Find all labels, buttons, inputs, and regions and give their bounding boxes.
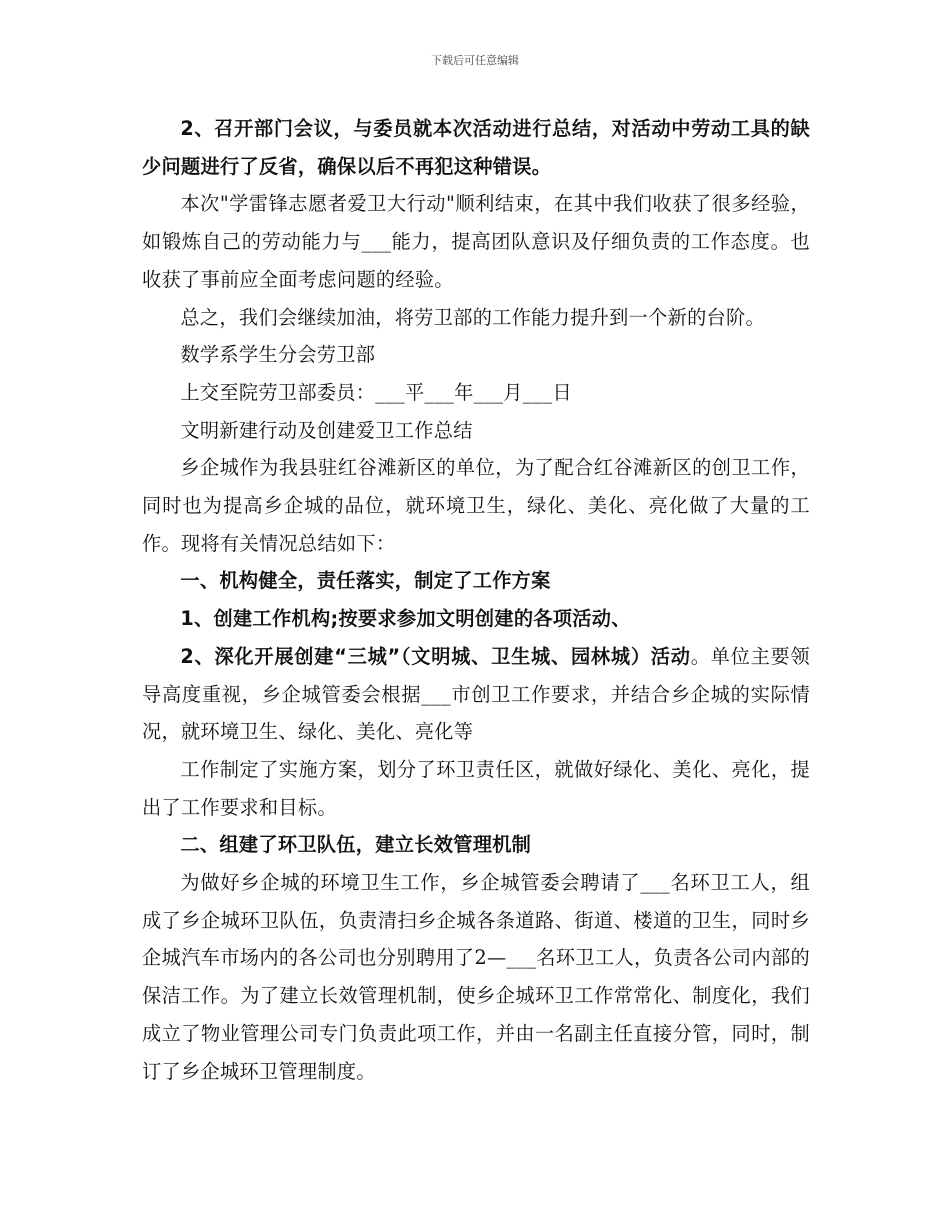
paragraph-plan: 工作制定了实施方案，划分了环卫责任区，就做好绿化、美化、亮化，提出了工作要求和目标。 <box>142 757 810 819</box>
submission-date-line: 上交至院劳卫部委员：___平___年___月___日 <box>180 380 572 404</box>
list-item-2-text: 。单位主要领导高度重视，乡企城管委会根据___市创卫工作要求，并结合乡企城的实际情况，就环境卫生、绿化、美化、亮化等 <box>142 644 810 744</box>
list-item-1: 1、创建工作机构;按要求参加文明创建的各项活动、 <box>180 607 631 631</box>
document-body <box>142 110 810 1090</box>
list-item-2 <box>142 638 810 751</box>
paragraph-summary: 本次"学雷锋志愿者爱卫大行动"顺利结束，在其中我们收获了很多经验，如锻炼自己的劳动能力与___能力，提高团队意识及仔细负责的工作态度。也收获了事前应全面考虑问题的经验。 <box>142 192 810 291</box>
paragraph-sanitation: 为做好乡企城的环境卫生工作，乡企城管委会聘请了___名环卫工人，组成了乡企城环卫队伍，负责清扫乡企城各条道路、街道、楼道的卫生，同时乡企城汽车市场内的各公司也分别聘用了2—___名环卫工人，负责各公司内部的保洁工作。为了建立长效管理机制，使乡企城环卫工作常常化、制度化，我们成立了物业管理公司专门负责此项工作，并由一名副主任直接分管，同时，制订了乡企城环卫管理制度。 <box>142 871 810 1083</box>
page-header: 下载后可任意编辑 <box>431 54 519 67</box>
section-title: 文明新建行动及创建爱卫工作总结 <box>180 418 473 442</box>
heading-organization: 一、机构健全，责任落实，制定了工作方案 <box>180 569 551 593</box>
list-item-2-bold: 2、深化开展创建“三城”（文明城、卫生城、园林城）活动 <box>180 644 691 668</box>
paragraph-review: 2、召开部门会议，与委员就本次活动进行总结，对活动中劳动工具的缺少问题进行了反省，确保以后不再犯这种错误。 <box>142 117 810 178</box>
paragraph-intro: 乡企城作为我县驻红谷滩新区的单位，为了配合红谷滩新区的创卫工作，同时也为提高乡企城的品位，就环境卫生，绿化、美化、亮化做了大量的工作。现将有关情况总结如下： <box>142 456 810 555</box>
paragraph-conclusion: 总之，我们会继续加油，将劳卫部的工作能力提升到一个新的台阶。 <box>180 305 766 329</box>
signature-organization: 数学系学生分会劳卫部 <box>180 343 376 367</box>
heading-sanitation-team: 二、组建了环卫队伍，建立长效管理机制 <box>180 833 532 857</box>
